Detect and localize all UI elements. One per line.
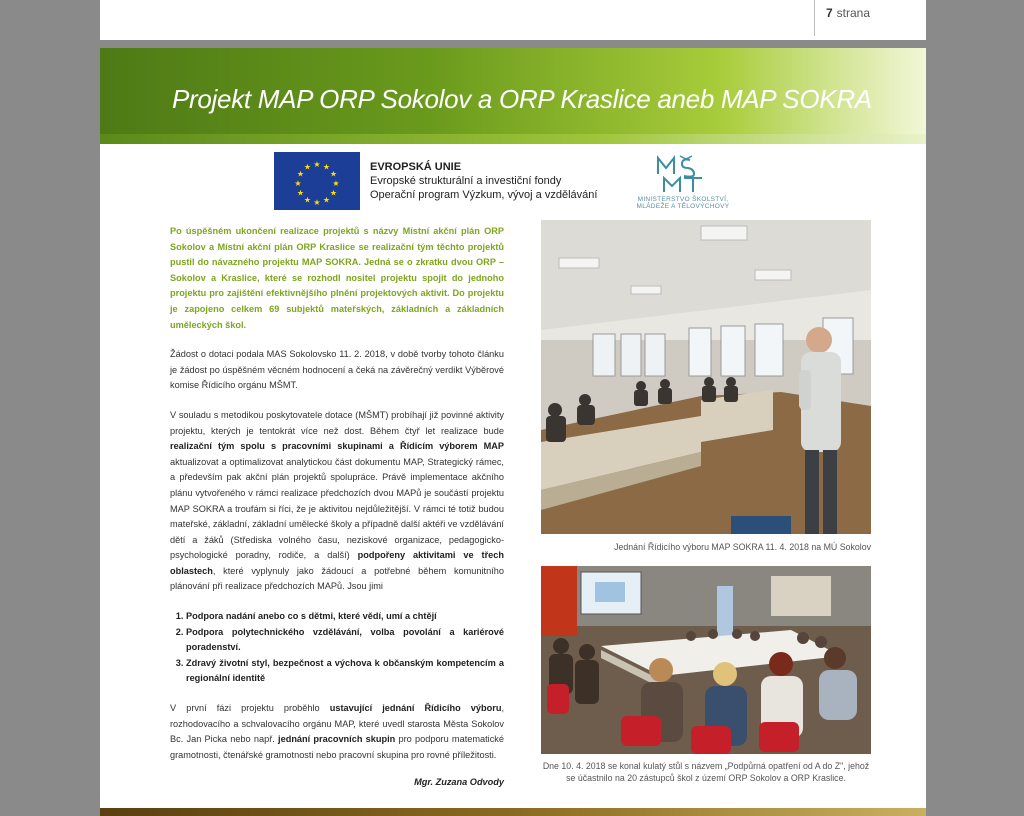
- photo-caption-2: Dne 10. 4. 2018 se konal kulatý stůl s názvem „Podpůrná opatření od A do Z", jehož se účastnilo na 20 zástupců škol z území ORP Sokolov a ORP Kraslice.: [542, 761, 870, 783]
- msmt-logo: [624, 152, 742, 210]
- article-paragraph-2: [170, 408, 504, 595]
- footer-bar: [100, 808, 926, 816]
- svg-text:★: ★: [329, 169, 338, 179]
- priority-list: [170, 609, 504, 687]
- eu-title: EVROPSKÁ UNIE: [370, 161, 462, 173]
- eu-program: Operační program Výzkum, vývoj a vzdělávání: [370, 189, 598, 201]
- article-body: [170, 224, 504, 791]
- p3-text-e: pro podporu matematické gramotnosti, čtenářské gramotnosti nebo pracovní skupina pro rovné příležitosti.: [170, 734, 505, 760]
- p3-bold-b: ustavující jednání Řídicího výboru: [329, 703, 502, 714]
- banner-strip: [100, 134, 926, 144]
- article-lead: Po úspěšném ukončení realizace projektů s názvy Místní akční plán ORP Sokolov a Místní akční plán ORP Kraslice se realizační tým těchto projektů pustil do návazného projektu MAP SOKRA. Jedná se o zkratku dvou ORP – Sokolov a Kraslice, které se rozhodl nositel projektu spojit do jednoho projektu pro zajištění efektivnějšího plnění projektových aktivit. Do projektu je zapojeno celkem 69 subjektů mateřských, základních a základních uměleckých škol.: [170, 226, 504, 330]
- eu-funds: Evropské strukturální a investiční fondy: [370, 175, 562, 187]
- p3-text-a: V první fázi projektu proběhlo: [170, 703, 330, 714]
- svg-text:★: ★: [294, 179, 302, 188]
- photo-caption-1: Jednání Řídicího výboru MAP SOKRA 11. 4. 2018 na MÚ Sokolov: [614, 542, 871, 552]
- eu-flag-icon: [274, 152, 360, 210]
- p2-text-c: aktualizovat a optimalizovat analytickou část dokumentu MAP, Strategický rámec, a především pak akční plán projektů spolupráce. Právě implementace akčního plánu vytvořeného v rámci realizace předchozích dvou MAPů je součástí projektu MAP SOKRA a troufám si říci, že je aktivitou nejdůležitější. V rámci té totiž budou mateřské, základní, základní umělecké školy a případně další aktéři ve vzdělávání dětí a žáků (Střediska volného času, neziskové organizace, pedagogicko-psychologické poradny, rodiče, a další): [170, 456, 504, 561]
- previous-page-fragment: [100, 0, 926, 40]
- svg-text:★: ★: [332, 179, 340, 188]
- msmt-emblem-icon: [654, 154, 706, 194]
- list-item: 1. Podpora nadání anebo co s dětmi, které vědí, umí a chtějí: [186, 609, 504, 625]
- newsletter-page: [100, 48, 926, 816]
- list-item: 3. Zdravý životní styl, bezpečnost a výchova k občanským kompetencím a regionální identitě: [186, 656, 504, 687]
- page-number-label: strana: [836, 6, 870, 20]
- page-number-value: 7: [825, 6, 833, 20]
- article-title: Projekt MAP ORP Sokolov a ORP Kraslice aneb MAP SOKRA: [172, 84, 872, 114]
- list-item: 2. Podpora polytechnického vzdělávání, volba povolání a kariérové poradenství.: [186, 625, 504, 656]
- svg-text:★: ★: [296, 169, 305, 179]
- msmt-line1: MINISTERSTVO ŠKOLSTVÍ,: [637, 196, 729, 203]
- article-paragraph-1: Žádost o dotaci podala MAS Sokolovsko 11. 2. 2018, v době tvorby tohoto článku je žádost po úspěšném věcném hodnocení a čeká na závěrečný verdikt Výběrové komise Řídicího orgánu MŠMT.: [170, 349, 504, 391]
- svg-text:★: ★: [322, 162, 331, 172]
- svg-text:★: ★: [313, 160, 321, 169]
- eu-logo-text: [370, 160, 597, 202]
- svg-text:★: ★: [322, 195, 331, 205]
- page-number: [826, 6, 870, 20]
- p3-text-c: , rozhodovacího a schvalovacího orgánu MAP, které uvedl starosta Města Sokolov Bc. Jan Picka nebo např.: [170, 703, 504, 745]
- svg-text:★: ★: [329, 188, 338, 198]
- msmt-line2: MLÁDEŽE A TĚLOVÝCHOVY: [636, 203, 730, 210]
- p2-text-a: V souladu s metodikou poskytovatele dotace (MŠMT) probíhají již povinné aktivity projektu, kterých je tentokrát více než dost. Během čtyř let realizace bude: [170, 409, 504, 436]
- svg-text:★: ★: [313, 198, 321, 207]
- p2-bold-d: podpořeny aktivitami ve třech oblastech: [170, 550, 504, 576]
- p3-bold-d: jednání pracovních skupin: [278, 734, 396, 745]
- photo-round-table: [541, 566, 871, 754]
- svg-text:★: ★: [303, 162, 312, 172]
- article-author: Mgr. Zuzana Odvody: [414, 777, 504, 788]
- svg-text:★: ★: [303, 195, 312, 205]
- p2-bold-b: realizační tým spolu s pracovními skupinami a Řídicím výborem MAP: [170, 441, 504, 452]
- msmt-caption: [624, 196, 742, 210]
- svg-text:★: ★: [296, 188, 305, 198]
- p2-text-e: , které vyplynuly jako žádoucí a potřebné během komunitního plánování při realizace předchozích MAPů. Jsou jimi: [170, 565, 504, 592]
- article-paragraph-3: [170, 701, 504, 763]
- photo-committee-meeting: [541, 220, 871, 534]
